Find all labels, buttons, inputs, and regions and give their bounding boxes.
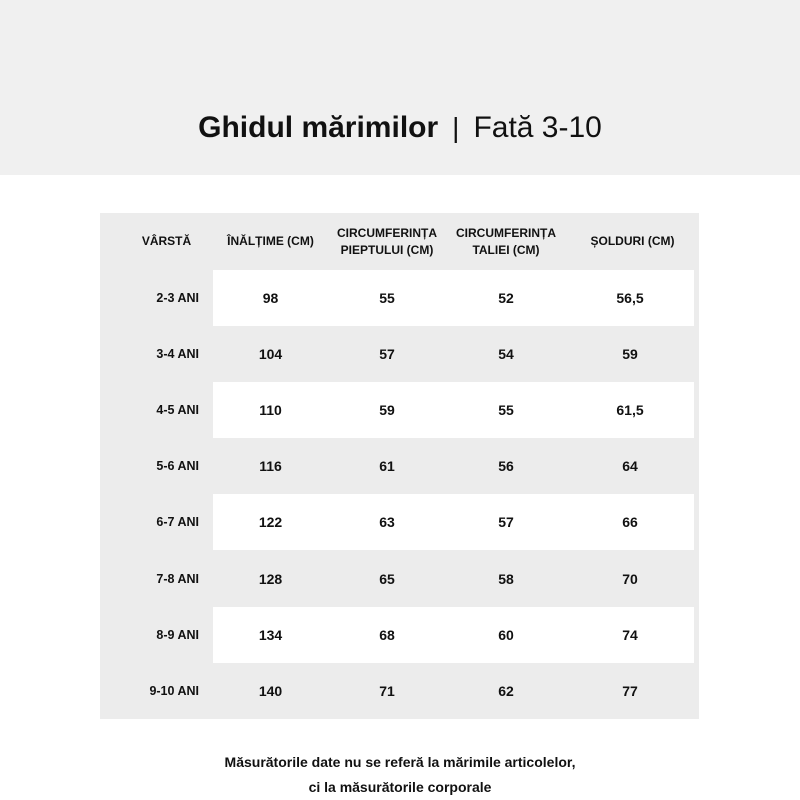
- table-row: [100, 663, 699, 719]
- cell-waist: 62: [498, 682, 514, 699]
- cell-chest: 68: [379, 626, 395, 643]
- table-row: [100, 326, 699, 382]
- row-age-label: 8-9 ANI: [156, 627, 199, 642]
- row-age-label: 4-5 ANI: [156, 403, 199, 418]
- page-title: [198, 111, 602, 145]
- table-row: [100, 551, 699, 607]
- row-cells: [213, 270, 694, 326]
- cell-hips: 77: [622, 682, 638, 699]
- cell-height: 104: [258, 346, 283, 363]
- cell-chest: 55: [379, 290, 395, 306]
- row-age-label: 3-4 ANI: [156, 347, 199, 362]
- cell-waist: 54: [498, 346, 514, 363]
- cell-height: 98: [262, 290, 279, 306]
- cell-chest: 57: [379, 346, 395, 363]
- row-cells: [213, 607, 694, 663]
- cell-waist: 58: [498, 570, 514, 587]
- cell-hips: 56,5: [616, 290, 644, 306]
- cell-height: 128: [258, 570, 283, 587]
- cell-hips: 59: [622, 346, 638, 363]
- table-header: [100, 213, 699, 270]
- cell-chest: 59: [379, 402, 395, 419]
- row-age-label: 6-7 ANI: [156, 515, 199, 530]
- cell-waist: 56: [498, 458, 514, 475]
- row-cells: [213, 551, 694, 607]
- title-separator: |: [452, 111, 460, 143]
- cell-hips: 70: [622, 570, 638, 587]
- cell-hips: 61,5: [616, 402, 644, 419]
- cell-chest: 65: [379, 570, 395, 587]
- row-cells: [213, 438, 694, 494]
- table-row: [100, 382, 699, 438]
- cell-hips: 64: [622, 458, 638, 475]
- footer-note-line1: Măsurătorile date nu se referă la mărimile articolelor,: [224, 754, 576, 770]
- row-age-label: 7-8 ANI: [156, 571, 199, 586]
- column-header-hips: ȘOLDURI (CM): [590, 234, 675, 248]
- cell-height: 110: [259, 402, 282, 419]
- column-header-age: VÂRSTĂ: [141, 234, 192, 248]
- row-age-label: 5-6 ANI: [156, 459, 199, 474]
- table-row: [100, 438, 699, 494]
- cell-chest: 71: [379, 682, 395, 699]
- table-row: [100, 607, 699, 663]
- row-age-label: 2-3 ANI: [156, 291, 199, 305]
- size-chart-table: [100, 213, 699, 719]
- row-cells: [213, 326, 694, 382]
- column-header-height: ÎNĂLȚIME (CM): [227, 234, 314, 248]
- cell-waist: 57: [498, 514, 514, 531]
- cell-waist: 55: [498, 402, 514, 419]
- cell-hips: 74: [622, 626, 638, 643]
- cell-chest: 61: [379, 458, 395, 475]
- title-subtitle: Fată 3-10: [473, 110, 602, 144]
- cell-height: 134: [258, 626, 283, 643]
- cell-height: 122: [258, 514, 283, 531]
- row-cells: [213, 663, 694, 719]
- column-header-chest: CIRCUMFERINȚA PIEPTULUI (CM): [337, 225, 437, 257]
- cell-hips: 66: [622, 514, 638, 531]
- row-cells: [213, 494, 694, 550]
- table-row: [100, 494, 699, 550]
- cell-height: 140: [258, 682, 283, 699]
- row-age-label: 9-10 ANI: [149, 683, 199, 698]
- title-main: Ghidul mărimilor: [198, 110, 439, 144]
- header-banner: [0, 0, 800, 175]
- cell-height: 116: [259, 458, 282, 475]
- row-cells: [213, 382, 694, 438]
- column-header-waist: CIRCUMFERINȚA TALIEI (CM): [456, 225, 556, 257]
- cell-waist: 52: [498, 290, 514, 306]
- table-row: [100, 270, 699, 326]
- footer-note-line2: ci la măsurătorile corporale: [308, 779, 492, 795]
- cell-waist: 60: [498, 626, 514, 643]
- cell-chest: 63: [379, 514, 395, 531]
- footer-note: [0, 750, 800, 800]
